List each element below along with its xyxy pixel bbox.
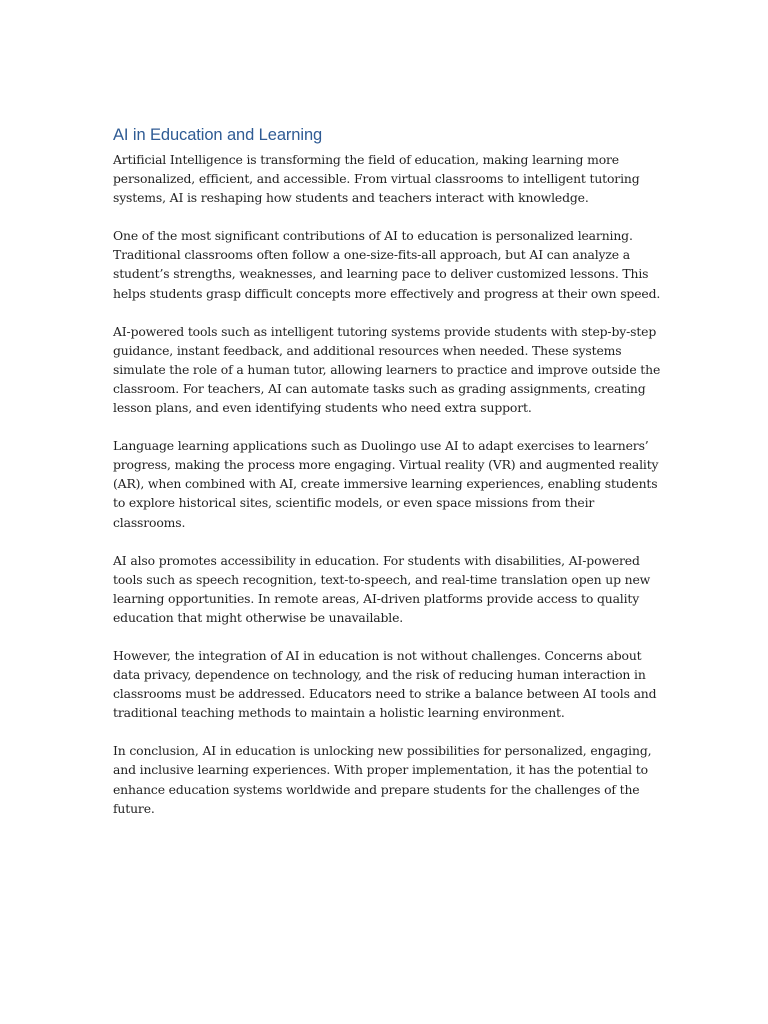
paragraph-intro: Artificial Intelligence is transforming the field of education, making learning more personalized, efficient, and accessible. From virtual classrooms to intelligent tutoring systems, AI is reshaping how students and teachers interact with knowledge. xyxy=(113,152,640,206)
paragraph-conclusion: In conclusion, AI in education is unlocking new possibilities for personalized, engaging, and inclusive learning experiences. With proper implementation, it has the potential to enhance education systems worldwide and prepare students for the challenges of the future. xyxy=(113,743,652,816)
document-body xyxy=(113,124,661,837)
paragraph-challenges: However, the integration of AI in education is not without challenges. Concerns about data privacy, dependence on technology, and the risk of reducing human interaction in classrooms must be addressed. Educators need to strike a balance between AI tools and traditional teaching methods to maintain a holistic learning environment. xyxy=(113,647,657,721)
paragraph-tutoring-tools: AI-powered tools such as intelligent tutoring systems provide students with step-by-step guidance, instant feedback, and additional resources when needed. These systems simulate the role of a human tutor, allowing learners to practice and improve outside the classroom. For teachers, AI can automate tasks such as grading assignments, creating lesson plans, and even identifying students who need extra support. xyxy=(113,323,661,416)
paragraph-personalized-learning: One of the most significant contributions of AI to education is personalized learning. Traditional classrooms often follow a one-size-fits-all approach, but AI can analyze a student’s strengths, weaknesses, and learning pace to deliver customized lessons. This helps students grasp difficult concepts more effectively and progress at their own speed. xyxy=(113,228,661,301)
paragraph-language-learning: Language learning applications such as Duolingo use AI to adapt exercises to learners’ progress, making the process more engaging. Virtual reality (VR) and augmented reality (AR), when combined with AI, create immersive learning experiences, enabling students to explore historical sites, scientific models, or even space missions from their classrooms. xyxy=(113,438,659,530)
document-title: AI in Education and Learning xyxy=(113,126,323,144)
paragraph-accessibility: AI also promotes accessibility in education. For students with disabilities, AI-powered tools such as speech recognition, text-to-speech, and real-time translation open up new learning opportunities. In remote areas, AI-driven platforms provide access to quality education that might otherwise be unavailable. xyxy=(113,552,651,625)
